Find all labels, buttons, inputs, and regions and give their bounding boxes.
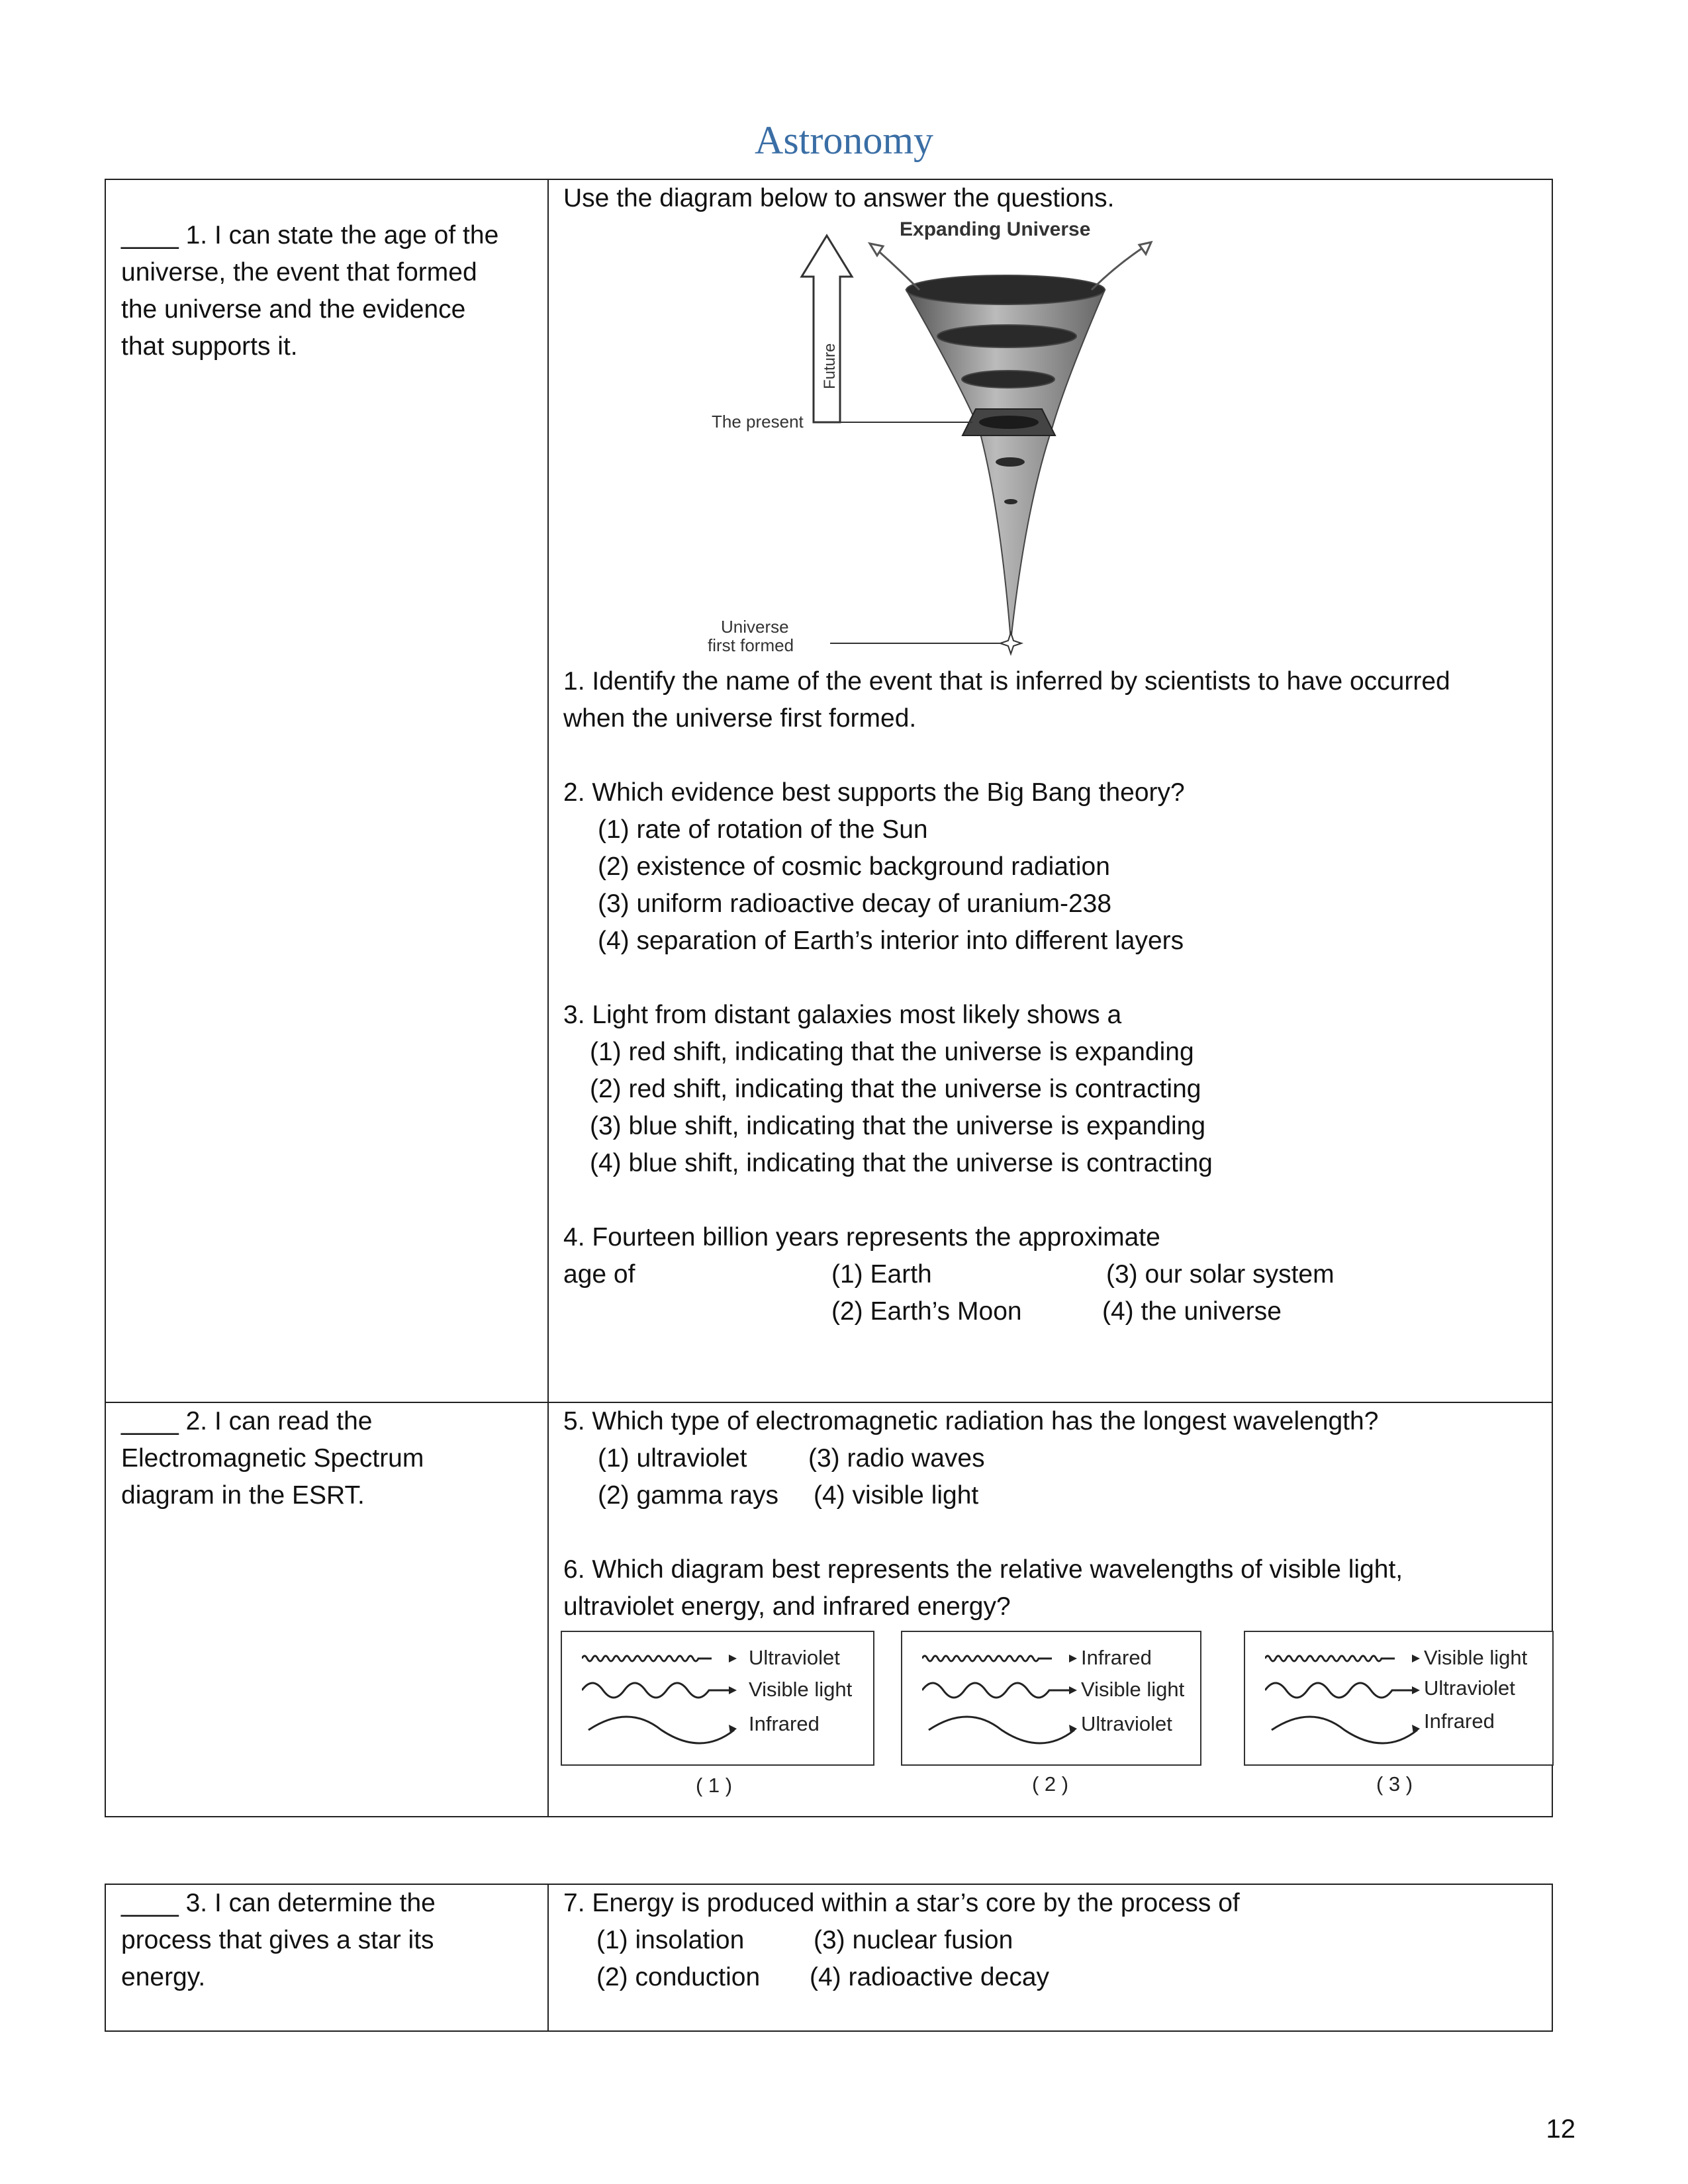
question-1: 1. Identify the name of the event that is inferred by scientists to have occurred bbox=[563, 667, 1450, 696]
answer-choice: (3) radio waves bbox=[808, 1444, 985, 1473]
universe-rim bbox=[906, 275, 1105, 304]
answer-choice: (2) gamma rays bbox=[598, 1481, 779, 1510]
wave-label: Ultraviolet bbox=[1424, 1676, 1515, 1700]
answer-choice: (1) rate of rotation of the Sun bbox=[598, 815, 928, 844]
universe-rim bbox=[962, 371, 1055, 388]
objective-line: universe, the event that formed bbox=[121, 258, 477, 287]
objective-cell bbox=[106, 180, 549, 1402]
wave-label: Visible light bbox=[1081, 1678, 1185, 1701]
answer-choice: (2) conduction bbox=[596, 1963, 761, 1991]
answer-choice: (1) Earth bbox=[831, 1260, 932, 1289]
wavelength-option-3[interactable] bbox=[1244, 1631, 1554, 1766]
waves-icon bbox=[922, 1645, 1081, 1758]
universe-rim bbox=[996, 457, 1025, 467]
answer-choice: (3) uniform radioactive decay of uranium-238 bbox=[598, 889, 1112, 918]
big-bang-star-icon bbox=[1000, 633, 1021, 654]
objectives-table-2 bbox=[105, 1884, 1553, 2032]
answer-choice: (4) visible light bbox=[814, 1481, 979, 1510]
answer-choice: (3) blue shift, indicating that the universe is expanding bbox=[590, 1112, 1206, 1140]
future-label: Future bbox=[821, 343, 839, 389]
answer-choice: (3) our solar system bbox=[1106, 1260, 1335, 1289]
wave-label: Infrared bbox=[749, 1712, 820, 1735]
first-formed-label: first formed bbox=[708, 635, 794, 655]
question-6-stem: 6. Which diagram best represents the relative wavelengths of visible light, bbox=[563, 1555, 1403, 1584]
questions-cell bbox=[549, 1885, 1552, 2030]
wave-label: Visible light bbox=[749, 1678, 853, 1701]
question-1: when the universe first formed. bbox=[563, 704, 917, 733]
objective-line: the universe and the evidence bbox=[121, 295, 466, 324]
questions-cell bbox=[549, 180, 1552, 1402]
question-6-stem: ultraviolet energy, and infrared energy? bbox=[563, 1592, 1011, 1621]
objective-line: energy. bbox=[121, 1963, 206, 1991]
objective-line: process that gives a star its bbox=[121, 1926, 434, 1954]
objective-line: ____ 1. I can state the age of the bbox=[121, 221, 499, 250]
diagram-intro: Use the diagram below to answer the questions. bbox=[563, 184, 1115, 212]
objective-line: ____ 3. I can determine the bbox=[121, 1889, 436, 1917]
answer-choice: (4) blue shift, indicating that the universe is contracting bbox=[590, 1149, 1213, 1177]
wavelength-option-2[interactable] bbox=[901, 1631, 1201, 1766]
answer-choice: (3) nuclear fusion bbox=[814, 1926, 1013, 1954]
question-5-stem: 5. Which type of electromagnetic radiation has the longest wavelength? bbox=[563, 1407, 1379, 1435]
table-row bbox=[106, 1885, 1552, 2030]
wave-label: Ultraviolet bbox=[1081, 1712, 1172, 1735]
first-formed-label: Universe bbox=[721, 617, 789, 637]
objective-cell bbox=[106, 1885, 549, 2030]
wave-label: Visible light bbox=[1424, 1646, 1528, 1669]
universe-rim bbox=[1004, 499, 1017, 504]
arrowhead-icon bbox=[1139, 242, 1151, 254]
option-caption: ( 2 ) bbox=[1032, 1772, 1069, 1796]
present-label: The present bbox=[712, 412, 804, 432]
answer-choice: (4) radioactive decay bbox=[810, 1963, 1050, 1991]
question-7-stem: 7. Energy is produced within a star’s core by the process of bbox=[563, 1889, 1240, 1917]
answer-choice: (1) red shift, indicating that the universe is expanding bbox=[590, 1038, 1194, 1066]
question-3-stem: 3. Light from distant galaxies most likely shows a bbox=[563, 1001, 1122, 1029]
page-number: 12 bbox=[1546, 2115, 1575, 2144]
option-caption: ( 3 ) bbox=[1376, 1772, 1413, 1796]
wave-label: Infrared bbox=[1424, 1709, 1495, 1733]
answer-choice: (1) insolation bbox=[596, 1926, 745, 1954]
objectives-table-1 bbox=[105, 179, 1553, 1817]
question-4-lead: age of bbox=[563, 1260, 635, 1289]
waves-icon bbox=[582, 1645, 741, 1758]
waves-icon bbox=[1265, 1645, 1424, 1758]
table-row bbox=[106, 180, 1552, 1402]
wave-label: Infrared bbox=[1081, 1646, 1152, 1669]
expanding-universe-diagram bbox=[694, 217, 1356, 667]
objective-line: ____ 2. I can read the bbox=[121, 1407, 373, 1435]
answer-choice: (2) red shift, indicating that the universe is contracting bbox=[590, 1075, 1201, 1103]
page-title: Astronomy bbox=[755, 118, 933, 162]
answer-choice: (2) existence of cosmic background radiation bbox=[598, 852, 1110, 881]
answer-choice: (2) Earth’s Moon bbox=[831, 1297, 1022, 1326]
objective-line: that supports it. bbox=[121, 332, 298, 361]
answer-choice: (4) separation of Earth’s interior into different layers bbox=[598, 927, 1184, 955]
future-arrow-icon bbox=[802, 236, 852, 422]
question-4-stem: 4. Fourteen billion years represents the approximate bbox=[563, 1223, 1160, 1251]
option-caption: ( 1 ) bbox=[696, 1774, 733, 1797]
universe-rim bbox=[937, 325, 1076, 347]
objective-line: diagram in the ESRT. bbox=[121, 1481, 365, 1510]
answer-choice: (1) ultraviolet bbox=[598, 1444, 747, 1473]
wave-label: Ultraviolet bbox=[749, 1646, 840, 1669]
diagram-title: Expanding Universe bbox=[900, 218, 1091, 240]
wavelength-option-1[interactable] bbox=[561, 1631, 874, 1766]
table-row bbox=[106, 1402, 1552, 1817]
answer-choice: (4) the universe bbox=[1102, 1297, 1282, 1326]
question-2-stem: 2. Which evidence best supports the Big Bang theory? bbox=[563, 778, 1185, 807]
universe-rim bbox=[979, 416, 1039, 429]
objective-cell bbox=[106, 1403, 549, 1817]
objective-line: Electromagnetic Spectrum bbox=[121, 1444, 424, 1473]
questions-cell bbox=[549, 1403, 1552, 1817]
